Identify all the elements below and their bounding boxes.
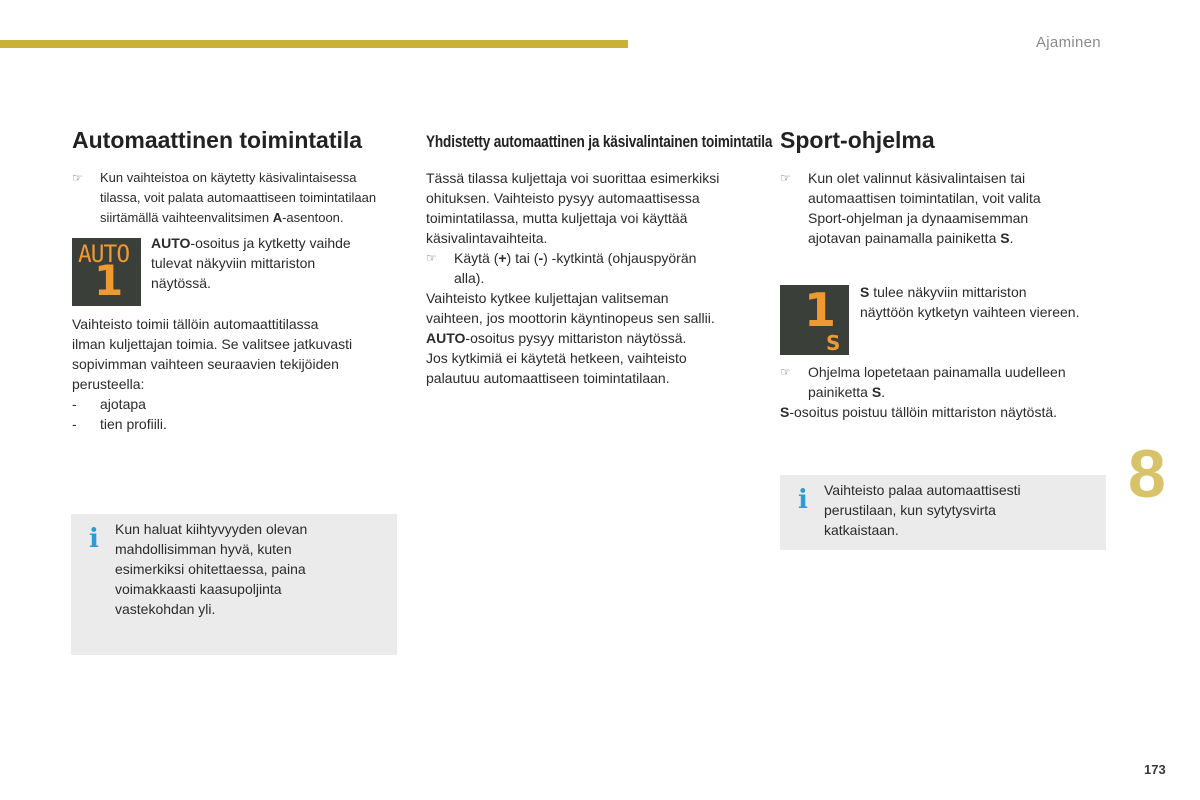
col3-bullet1: ☞ Kun olet valinnut käsivalintaisen tai automaattisen toimintatilan, voit valita Sport-ohjelman ja dynaamisemman ajotavan painamalla painiketta S. [780,170,1041,246]
col2-body: Tässä tilassa kuljettaja voi suorittaa esimerkiksi ohituksen. Vaihteisto pysyy automaattisessa toimintatilassa, mutta kuljettaja voi käyttää käsivalintavaihteita. ☞ Käytä (+) tai (-) -kytkintä (ohjauspyörän alla). Vaihteisto kytkee kuljettajan valitseman vaihteen, jos moottorin käyntinopeus sen sallii. AUTO-osoitus pysyy mittariston näytössä. Jos kytkimiä ei käytetä hetkeen, vaihteisto palautuu automaattiseen toimintatilaan. [426,168,766,388]
col1-paragraph: Vaihteisto toimii tällöin automaattitilassa ilman kuljettajan toimia. Se valitsee jatkuvasti sopivimman vaihteen seuraavien tekijöiden perusteella: - ajotapa - tien profiili. [72,314,402,434]
pointer-bullet-icon: ☞ [780,171,791,185]
gear-digit: 1 [94,256,124,305]
col3-bullet2: ☞ Ohjelma lopetetaan painamalla uudelleen painiketta S. S-osoitus poistuu tällöin mittariston näytöstä. [780,364,1066,420]
chapter-number: 8 [1128,436,1166,512]
pointer-bullet-icon: ☞ [72,171,83,185]
info-icon: i [798,485,808,515]
gear-digit: 1 [804,285,837,337]
page-number: 173 [1144,762,1166,777]
auto-display-caption: AUTO-osoitus ja kytketty vaihde tulevat näkyviin mittariston näytössä. [151,235,351,291]
info-text: Kun haluat kiihtyvyyden olevan mahdollisimman hyvä, kuten esimerkiksi ohitettaessa, paina voimakkaasti kaasupoljinta vastekohdan yli. [115,521,308,617]
sport-gear-display-image [780,285,849,355]
header-accent-bar [0,40,628,48]
pointer-bullet-icon: ☞ [426,251,437,265]
info-box-reset [780,475,1106,550]
list-item: - ajotapa [72,396,146,412]
pointer-bullet-icon: ☞ [780,365,791,379]
col1-bullet: ☞ Kun vaihteistoa on käytetty käsivalintaisessa tilassa, voit palata automaattiseen toimintatilaan siirtämällä vaihteenvalitsimen A-asentoon. [72,170,377,225]
list-item: - tien profiili. [72,416,167,432]
info-box-acceleration [71,514,397,655]
col2-bullet: ☞ Käytä (+) tai (-) -kytkintä (ohjauspyörän alla). [426,250,697,286]
auto-display-text: AUTO [78,240,130,268]
auto-gear-display-image [72,238,141,306]
sport-display-caption: S tulee näkyviin mittariston näyttöön kytketyn vaihteen viereen. [860,284,1080,320]
info-icon: i [89,524,99,554]
heading-automatic-mode: Automaattinen toimintatila [72,127,363,153]
info-text: Vaihteisto palaa automaattisesti perustilaan, kun sytytysvirta katkaistaan. [824,482,1021,538]
section-title: Ajaminen [1036,34,1101,51]
heading-combined-mode: Yhdistetty automaattinen ja käsivalintainen toimintatila [426,132,773,151]
sport-s-indicator: S [826,331,841,355]
heading-sport-program: Sport-ohjelma [780,127,935,153]
